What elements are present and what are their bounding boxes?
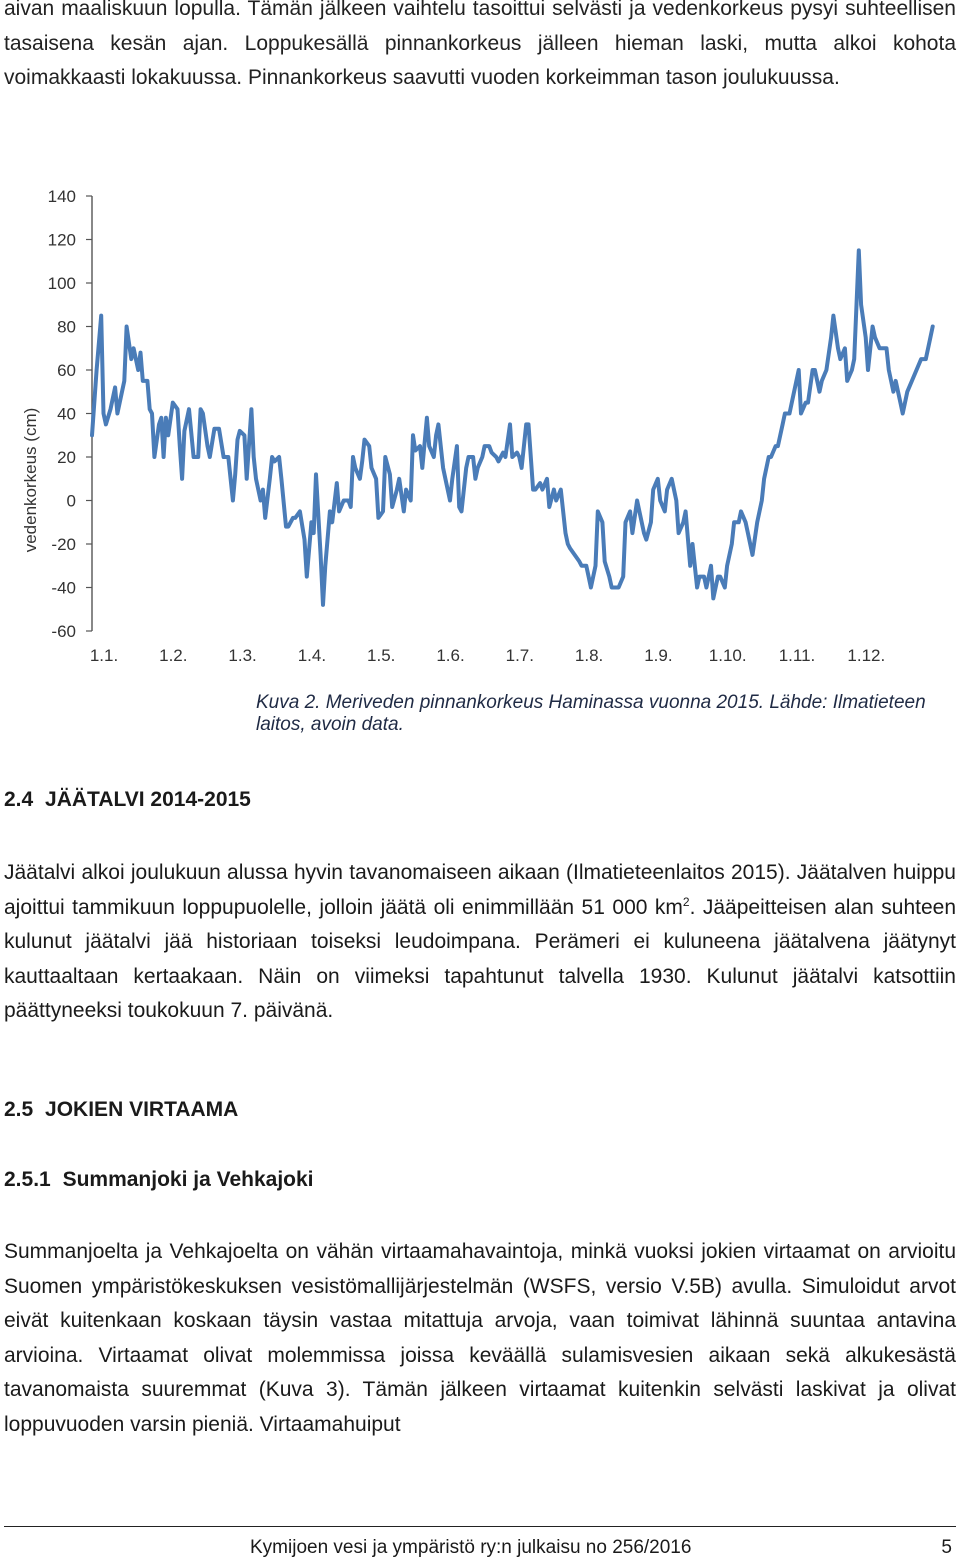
figure-caption: Kuva 2. Meriveden pinnankorkeus Haminassa vuonna 2015. Lähde: Ilmatieteen laitos, avoin data.	[256, 692, 926, 735]
river-flow-paragraph: Summanjoelta ja Vehkajoelta on vähän virtaamahavaintoja, minkä vuoksi jokien virtaamat on arvioitu Suomen ympäristökeskuksen vesistömallijärjestelmän (WSFS, versio V.5B) avulla. Simuloidut arvot eivät kuitenkaan koskaan täysin vastaa mitattuja arvoja, vaan toimivat lähinnä suuntaa antavina arvioina. Virtaamat olivat molemmissa joissa keväällä sulamisvesien aikaan sekä alkukesästä tavanomaista suuremmat (Kuva 3). Tämän jälkeen virtaamat kuitenkin selvästi laskivat ja olivat loppuvuoden varsin pieniä. Virtaamahuiput	[4, 1240, 956, 1436]
ice-winter-text-continued: . Jääpeitteisen alan suhteen kulunut jäätalvi jää historiaan toiseksi leudoimpana. Perämeri ei kuluneena jäätalvena jäätynyt kauttaaltaan kertaakaan. Näin on viimeksi tapahtunut talvella 1930. Kulunut jäätalvi katsottiin päättyneeksi toukokuun 7. päivänä.	[4, 895, 956, 1022]
superscript: 2	[682, 894, 690, 909]
y-tick-label: 80	[57, 317, 76, 337]
x-axis	[90, 646, 885, 665]
sea-level-chart	[0, 170, 960, 670]
ice-winter-paragraph	[4, 856, 956, 1029]
x-tick-label: 1.2.	[159, 646, 188, 665]
section-number: 2.5	[4, 1098, 34, 1121]
x-tick-label: 1.11.	[778, 646, 816, 665]
footer-rule	[4, 1526, 956, 1527]
y-tick-label: -20	[51, 535, 76, 554]
y-tick-label: 100	[47, 274, 76, 293]
section-number: 2.5.1	[4, 1168, 51, 1191]
x-tick-label: 1.9.	[644, 646, 673, 665]
intro-paragraph: aivan maaliskuun lopulla. Tämän jälkeen vaihtelu tasoittui selvästi ja vedenkorkeus pysyi suhteellisen tasaisena kesän ajan. Loppukesällä pinnankorkeus jälleen hieman laski, mutta alkoi kohota voimakkaasti lokakuussa. Pinnankorkeus saavutti vuoden korkeimman tason joulukuussa.	[4, 0, 956, 89]
x-tick-label: 1.7.	[505, 646, 534, 665]
x-tick-label: 1.1.	[89, 646, 119, 665]
section-title: JOKIEN VIRTAAMA	[45, 1098, 239, 1121]
y-tick-label: -60	[51, 622, 76, 641]
section-heading-2-4	[4, 788, 251, 812]
section-heading-2-5-1	[4, 1168, 314, 1192]
y-tick-label: 60	[57, 361, 76, 380]
x-tick-label: 1.8.	[574, 646, 604, 665]
y-tick-label: 120	[47, 230, 76, 250]
x-tick-label: 1.3.	[228, 646, 257, 665]
y-tick-label: 140	[47, 187, 76, 206]
x-tick-label: 1.10.	[708, 646, 747, 665]
page-number: 5	[941, 1537, 952, 1558]
sea-level-series-line	[92, 250, 933, 605]
y-tick-label: 40	[57, 404, 76, 424]
y-tick-label: 0	[66, 491, 76, 511]
x-tick-label: 1.6.	[436, 646, 465, 665]
x-tick-label: 1.4.	[297, 646, 327, 665]
ice-winter-text: Jäätalvi alkoi joulukuun alussa hyvin tavanomaiseen aikaan (Ilmatieteenlaitos 2015). Jäätalven huippu ajoittui tammikuun loppupuolelle, jolloin jäätä oli enimmillään 51 000 km	[4, 861, 956, 919]
x-tick-label: 1.12.	[847, 646, 886, 665]
y-axis	[48, 187, 92, 641]
x-tick-label: 1.5.	[367, 646, 396, 665]
footer-text: Kymijoen vesi ja ympäristö ry:n julkaisu no 256/2016	[250, 1537, 692, 1558]
section-heading-2-5	[4, 1098, 238, 1122]
y-tick-label: -40	[51, 578, 76, 598]
y-tick-label: 20	[57, 448, 76, 467]
section-title: Summanjoki ja Vehkajoki	[62, 1168, 314, 1191]
section-number: 2.4	[4, 788, 34, 811]
section-title: JÄÄTALVI 2014-2015	[45, 788, 251, 811]
y-axis-label: vedenkorkeus (cm)	[21, 407, 40, 553]
